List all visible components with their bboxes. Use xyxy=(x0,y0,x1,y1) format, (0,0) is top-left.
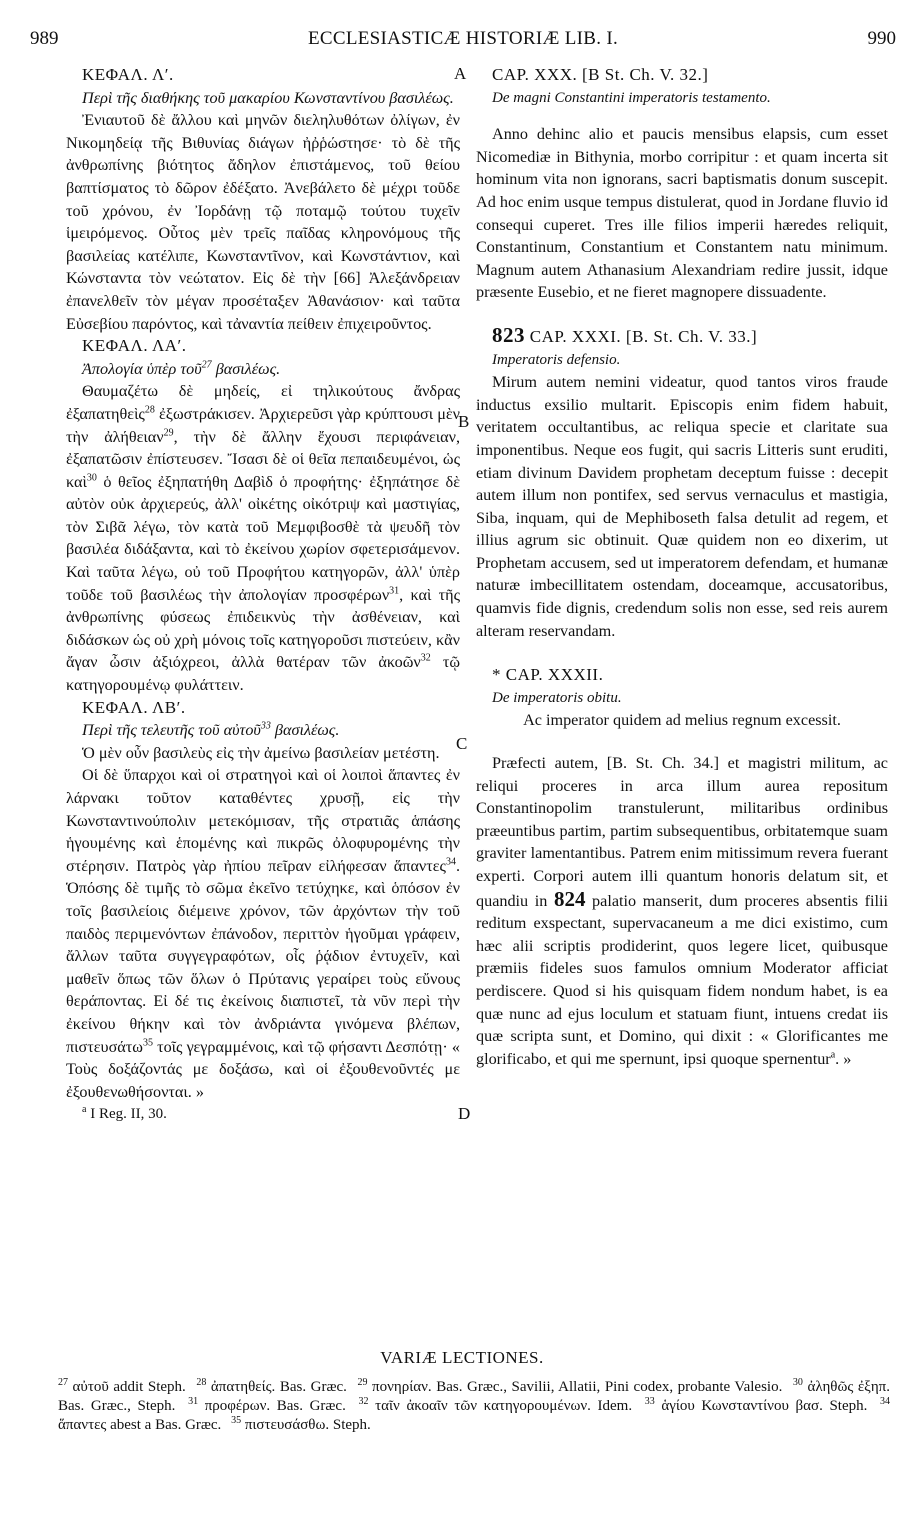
variant-reading: $^{34}$ ἅπαντες abest a Bas. Græc. xyxy=(58,1396,891,1433)
note-ref: 31 xyxy=(389,585,400,597)
note-ref: 32 xyxy=(420,653,431,665)
variant-reading: $^{35}$ πιστευσάσθω. Steph. xyxy=(231,1415,371,1433)
chapter-lead: Ac imperator quidem ad melius regnum excessit. xyxy=(523,711,841,730)
running-title: ECCLESIASTICÆ HISTORIÆ LIB. I. xyxy=(307,28,619,49)
chapter-subtitle: Περὶ τῆς διαθήκης τοῦ μακαρίου Κωνσταντίνου βασιλέως. xyxy=(82,88,454,107)
variae-lectiones xyxy=(58,1378,890,1435)
note-ref: 35 xyxy=(142,1037,153,1049)
chapter-text: Ὁ μὲν οὖν βασιλεὺς εἰς τὴν ἀμείνω βασιλείαν μετέστη. xyxy=(82,743,440,762)
variant-reading: $^{27}$ αὐτοῦ addit Steph. xyxy=(58,1377,186,1395)
chapter-subtitle: De magni Constantini imperatoris testamento. xyxy=(492,89,771,106)
margin-letter-c: C xyxy=(456,734,468,753)
chapter-heading: CAP. XXX. [B St. Ch. V. 32.] xyxy=(492,65,709,84)
note-ref: 28 xyxy=(144,404,155,416)
chapter-subtitle: Imperatoris defensio. xyxy=(492,351,621,368)
footnote: $^a$ I Reg. II, 30. xyxy=(82,1104,167,1123)
note-ref: 33 xyxy=(260,720,271,732)
note-ref: 34 xyxy=(445,856,456,868)
chapter-heading: 823 CAP. XXXI. [B. St. Ch. V. 33.] xyxy=(492,322,758,347)
note-ref: 30 xyxy=(86,472,97,484)
chapter-heading: * CAP. XXXII. xyxy=(492,665,604,685)
running-header xyxy=(30,28,896,56)
chapter-heading: ΚΕΦΑΛ. ΛΑʹ. xyxy=(82,336,187,356)
variae-lectiones-title: VARIÆ LECTIONES. xyxy=(380,1348,544,1367)
page-number-left: 989 xyxy=(30,28,59,49)
margin-letter-b: B xyxy=(458,412,470,431)
chapter-subtitle: Ἀπολογία ὑπὲρ τοῦ$^{27}$ βασιλέως. xyxy=(82,359,281,378)
variant-reading: $^{32}$ ταῖν ἀκοαῖν τῶν κατηγορουμένων. Idem. xyxy=(358,1396,633,1414)
chapter-text: Ἐνιαυτοῦ δὲ ἄλλου καὶ μηνῶν διεληλυθότων ὀλίγων, ἐν Νικομηδείᾳ τῆς Βιθυνίας διάγων ἠῤῥώστησε· τὸ δὲ τῆς ἀνθρωπίνης βιότητος ἄδηλον ἐπιστάμενος, τοῦ θείου βαπτίσματος τὸ δῶρον ἐδέξατο. Ἀνεβάλετο δὲ μέχρι τοῦδε τοῦ χρόνου, ἐν Ἰορδάνῃ τῷ ποταμῷ τούτου τυχεῖν ἱμειρόμενος. Οὗτος μὲν τρεῖς παῖδας κληρονόμους τῆς βασιλείας κατέλιπε, Κωνσταντῖνον, καὶ Κωνστάντιον, καὶ Κώνσταντα τὸν νεώτατον. Εἰς δὲ τὴν [66] Ἀλεξάνδρειαν ἐπανελθεῖν τὸν μέγαν προσέταξεν Ἀθανάσιον· καὶ ταῦτα Εὐσεβίου παρόντος, καὶ τἀναντία πείθειν ἐπιχειροῦντος. xyxy=(66,111,460,333)
chapter-heading: ΚΕΦΑΛ. Λʹ. xyxy=(82,65,174,84)
variant-reading: $^{29}$ πονηρίαν. Bas. Græc., Savilii, Allatii, Pini codex, probante Valesio. xyxy=(357,1377,783,1395)
chapter-subtitle: De imperatoris obitu. xyxy=(492,689,622,706)
chapter-text: Præfecti autem, [B. St. Ch. 34.] et magistri militum, ac reliqui proceres in arca illum aurea repositum Constantinopolim transtulerunt, militaribus ordinibus præeuntibus partim, partim subsequentibus, orbitatemque suam graviter lamentantibus. Patrem enim mitissimum revera fuerant experti. Corpori autem illi quantum honoris delatum sit, et quandiu in 824 palatio manserit, dum proceres absentis filii reditum exspectant, supervacaneum a me dici existimo, cum hæc alii scriptis prodiderint, quos legere licet, quibusque præmiis fideles suos famulos omnium Moderator afficiat perdiscere. Quod si his quisquam fidem nondum habet, is ea quæ nunc ad ejus loculum et statuam fiunt, intuens credat iis quæ scripta sunt, et Domino, qui dixit : « Glorificantes me glorificabo, et qui me spernunt, ipsi quoque spernentur$^a$. » xyxy=(476,754,889,1068)
chapter-text: Anno dehinc alio et paucis mensibus elapsis, cum esset Nicomediæ in Bithynia, morbo corripitur : et quam incerta sit hominum vita non ignorans, sacri baptismatis donum suscepit. Ad hoc enim usque tempus distulerat, quod in Jordane fluvio id consequi cuperet. Tres ille filios imperii hæredes reliquit, Constantinum, Constantium et Constantem natu minimum. Magnum autem Athanasium Alexandriam redire jussit, idque præsente Eusebio, et ne fieret magnopere dissuadente. xyxy=(476,125,888,302)
chapter-heading: ΚΕΦΑΛ. ΛΒʹ. xyxy=(82,697,186,717)
column-number: 823 xyxy=(492,322,525,347)
margin-letter-d: D xyxy=(458,1104,471,1123)
margin-letter-a: A xyxy=(454,64,467,83)
chapter-text: Θαυμαζέτω δὲ μηδείς, εἰ τηλικούτους ἄνδρας ἐξαπατηθεὶς$^{28}$ ἐξωστράκισεν. Ἀρχιερεῦσι γὰρ κρύπτουσι μὲν τὴν ἀλήθειαν$^{29}$, τὴν δὲ ἄλλην ἔχουσι περιφάνειαν, ἐξαπατῶσιν ἐπίστευσεν. Ἴσασι δὲ οἱ θεῖα πεπαιδευμένοι, ὡς καὶ$^{30}$ ὁ θεῖος ἐξηπατήθη Δαβὶδ ὁ προφήτης· ἐξηπάτησε δὲ αὐτὸν οὐκ ἀρχιερεύς, ἀλλ' οἰκέτης οἰκότριψ καὶ μαστιγίας, τὸν Σιβᾶ λέγω, τὸν κατὰ τοῦ Μεμφιβοσθὲ τὰ ψευδῆ τὸν βασιλέα διδάξαντα, καὶ τὸ ἐκείνου χωρίον σφετερισάμενον. Καὶ ταῦτα λέγω, οὐ τοῦ Προφήτου κατηγορῶν, ἀλλ' ὑπὲρ τοῦδε τοῦ βασιλέως τὴν ἀπολογίαν προσφέρων$^{31}$, καὶ τῆς ἀνθρωπίνης φύσεως ἐπιδεικνὺς τὴν ἀσθένειαν, καὶ διδάσκων ὡς οὐ χρὴ μόνοις τοῖς κατηγοροῦσι πιστεύειν, κἂν ἄγαν ὦσιν ἀξιόχρεοι, ἀλλὰ θατέραν τῶν ἀκοῶν$^{32}$ τῷ κατηγορουμένῳ φυλάττειν. xyxy=(66,382,460,695)
note-ref: 27 xyxy=(201,359,212,371)
variant-reading: $^{30}$ ἀληθῶς ἐξηπ. Bas. Græc., Steph. xyxy=(58,1377,891,1414)
variant-reading: $^{28}$ ἀπατηθείς. Bas. Græc. xyxy=(196,1377,347,1395)
chapter-text: Οἱ δὲ ὕπαρχοι καὶ οἱ στρατηγοὶ καὶ οἱ λοιποὶ ἅπαντες ἐν λάρνακι τοῦτον καταθέντες χρυσῇ, εἰς τὴν Κωνσταντινούπολιν μετεκόμισαν, τῆς στρατιᾶς ἁπάσης ἡγουμένης καὶ ἑπομένης καὶ πικρῶς ὀλοφυρομένης τὴν στέρησιν. Πατρὸς γὰρ ἠπίου πεῖραν εἰλήφεσαν ἅπαντες$^{34}$. Ὁπόσης δὲ τιμῆς τὸ σῶμα ἐκεῖνο τετύχηκε, καὶ ὁπόσον ἐν τοῖς βασιλείοις διέμεινε χρόνον, τῶν ἀρχόντων τὴν τοῦ παιδὸς περιμενόντων ἐπάνοδον, περιττὸν ἡγοῦμαι γράφειν, ἄλλων ταῦτα συγγεγραφότων, οἷς ῥᾴδιον ἐντυχεῖν, καὶ μαθεῖν ὅπως τῶν ὅλων ὁ Πρύτανις γεραίρει τοὺς εὔνους θεράποντας. Εἰ δέ τις ἐκείνοις διαπιστεῖ, τὰ νῦν περὶ τὴν ἐκείνου θήκην καὶ τὸν ἀνδριάντα γινόμενα βλέπων, πιστευσάτω$^{35}$ τοῖς γεγραμμένοις, καὶ τῷ φήσαντι Δεσπότῃ· « Τοὺς δοξάζοντάς με δοξάσω, καὶ οἱ ἐξουθενοῦντές με ἐξουθενωθήσονται. » xyxy=(66,766,460,1101)
note-ref: 29 xyxy=(163,427,174,439)
note-ref: a xyxy=(830,1049,836,1061)
page-number-right: 990 xyxy=(867,28,896,49)
variant-reading: $^{31}$ προφέρων. Bas. Græc. xyxy=(188,1396,346,1414)
chapter-subtitle: Περὶ τῆς τελευτῆς τοῦ αὐτοῦ$^{33}$ βασιλέως. xyxy=(82,720,340,740)
greek-column xyxy=(66,64,460,1126)
variant-reading: $^{33}$ ἁγίου Κωνσταντίνου βασ. Steph. xyxy=(644,1396,868,1414)
chapter-text: Mirum autem nemini videatur, quod tantos viros fraude inductus exsilio multarit. Episcopis enim fidem habuit, veritatem occultantibus, ac reliqua specie et claritate sua imponentibus. Neque eos fugit, qui sacris Litteris sunt eruditi, etiam divinum Davidem prophetam deceptum fuisse : decepit autem illum non pontifex, sed servus vernaculus et mastigia, Siba, inquam, qui de Mephiboseth falsa detulit ad regem, et illius agrum sic obtinuit. Quæ quidem non eo dixerim, ut Prophetam accusem, sed ut imperatorem defendam, et humanæ naturæ imbecillitatem ostendam, doceamque, accusatoribus, quamvis fide dignis, credendum solis non esse, sed reis aurem alteram reservandam. xyxy=(476,373,888,640)
latin-column xyxy=(476,64,888,1070)
column-number: 824 xyxy=(553,886,586,911)
